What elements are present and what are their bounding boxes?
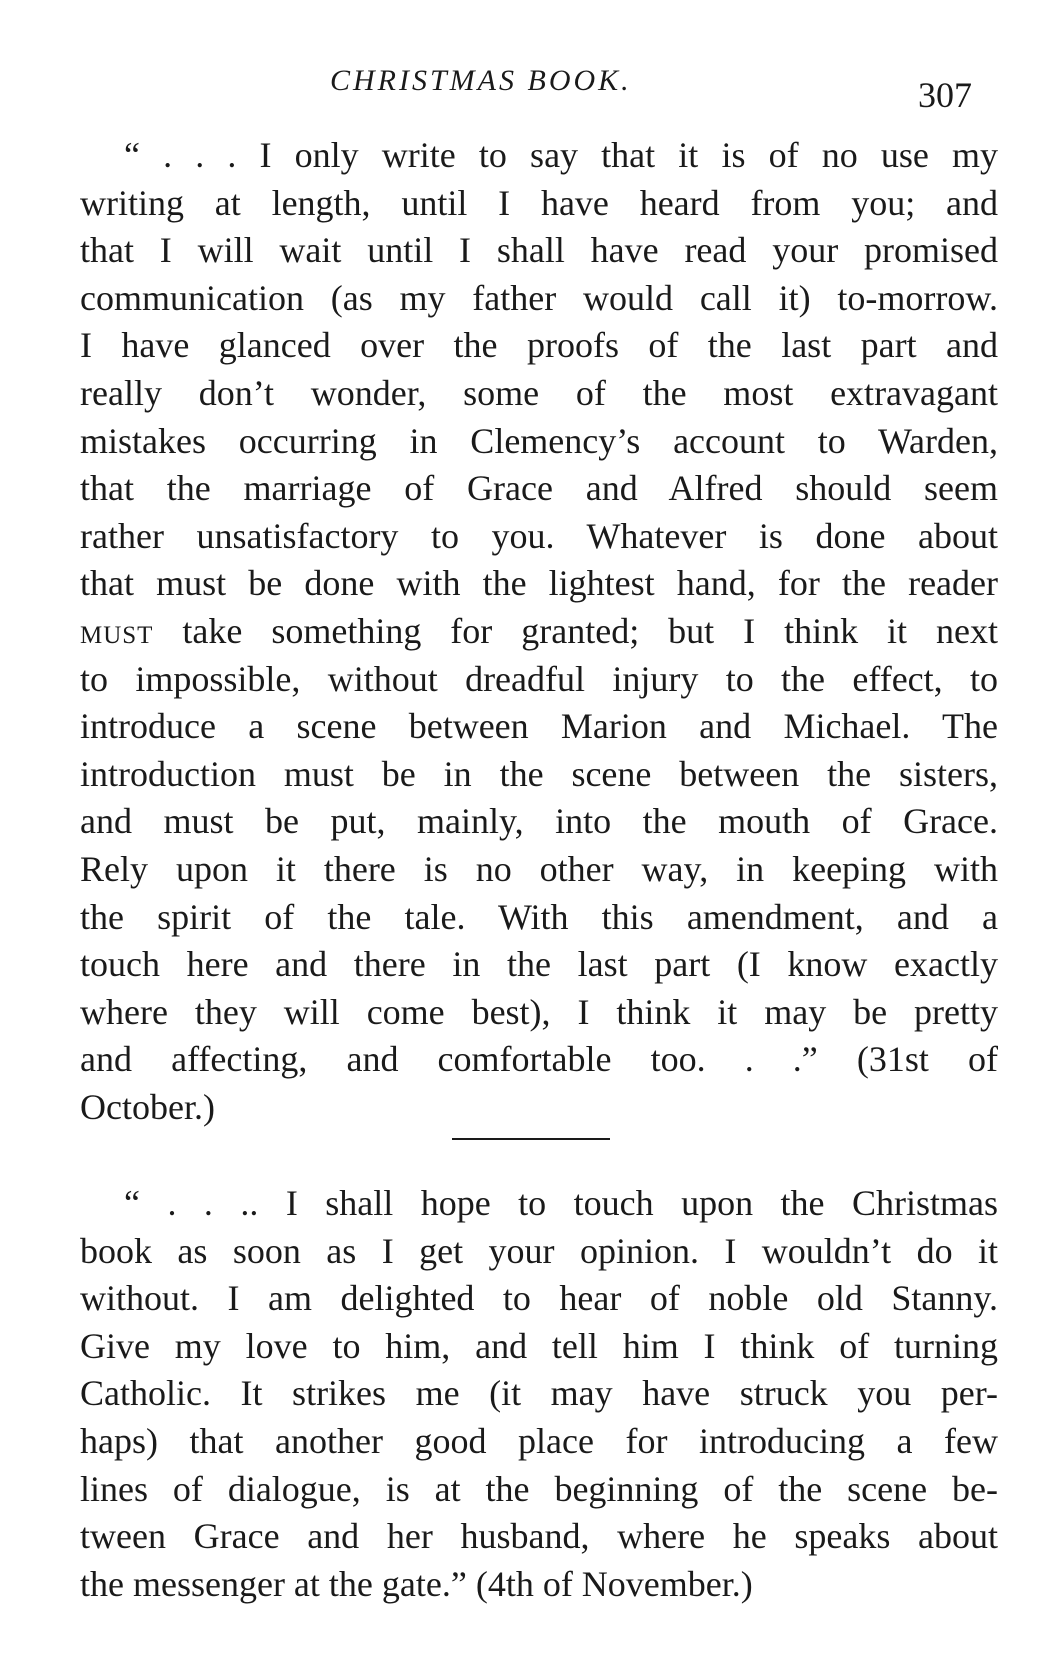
text-line-with-emphasis xyxy=(80,608,998,656)
text-line: mistakes occurring in Clemency’s account to Warden, xyxy=(80,420,998,461)
running-head xyxy=(0,64,1058,115)
text-line: Rely upon it there is no other way, in keeping with xyxy=(80,848,998,889)
text-line: “ . . . I only write to say that it is of no use my xyxy=(124,135,998,175)
text-line: Catholic. It strikes me (it may have struck you per- xyxy=(80,1373,998,1414)
text-line: and must be put, mainly, into the mouth of Grace. xyxy=(80,801,998,842)
text-line: and affecting, and comfortable too. . .” (31st of xyxy=(80,1039,998,1080)
text-line: book as soon as I get your opinion. I wouldn’t do it xyxy=(80,1230,998,1271)
section-divider xyxy=(452,1138,610,1140)
text-line: haps) that another good place for introducing a few xyxy=(80,1420,998,1461)
text-line: without. I am delighted to hear of noble old Stanny. xyxy=(80,1278,998,1319)
page-number: 307 xyxy=(918,75,972,115)
text-line: Give my love to him, and tell him I think of turning xyxy=(80,1325,998,1366)
text-line: the spirit of the tale. With this amendment, and a xyxy=(80,896,998,937)
text-line: that I will wait until I shall have read your promised xyxy=(80,230,998,271)
emphasis-word: must xyxy=(80,610,154,651)
text-line: I have glanced over the proofs of the last part and xyxy=(80,325,998,366)
text-line: that the marriage of Grace and Alfred should seem xyxy=(80,468,998,509)
text-line: rather unsatisfactory to you. Whatever is done about xyxy=(80,515,998,556)
text-line: really don’t wonder, some of the most extravagant xyxy=(80,372,998,413)
text-line: introduction must be in the scene between the sisters, xyxy=(80,753,998,794)
text-line: where they will come best), I think it may be pretty xyxy=(80,991,998,1032)
letter-excerpt-october xyxy=(80,132,998,1131)
text-line: writing at length, until I have heard from you; and xyxy=(80,182,998,223)
text-line: touch here and there in the last part (I know exactly xyxy=(80,944,998,985)
text-line: communication (as my father would call it) to-morrow. xyxy=(80,277,998,318)
text-line-rest: take something for granted; but I think it next xyxy=(153,610,998,651)
text-line: lines of dialogue, is at the beginning of the scene be- xyxy=(80,1468,998,1509)
text-line: October.) xyxy=(80,1086,215,1127)
text-line: that must be done with the lightest hand, for the reader xyxy=(80,563,998,604)
text-line: “ . . .. I shall hope to touch upon the Christmas xyxy=(124,1183,998,1223)
running-title: CHRISTMAS BOOK. xyxy=(330,64,632,97)
letter-excerpt-november xyxy=(80,1180,998,1608)
text-line: to impossible, without dreadful injury to the effect, to xyxy=(80,658,998,699)
text-line: the messenger at the gate.” (4th of November.) xyxy=(80,1563,753,1604)
text-line: tween Grace and her husband, where he speaks about xyxy=(80,1516,998,1557)
text-line: introduce a scene between Marion and Michael. The xyxy=(80,706,998,747)
